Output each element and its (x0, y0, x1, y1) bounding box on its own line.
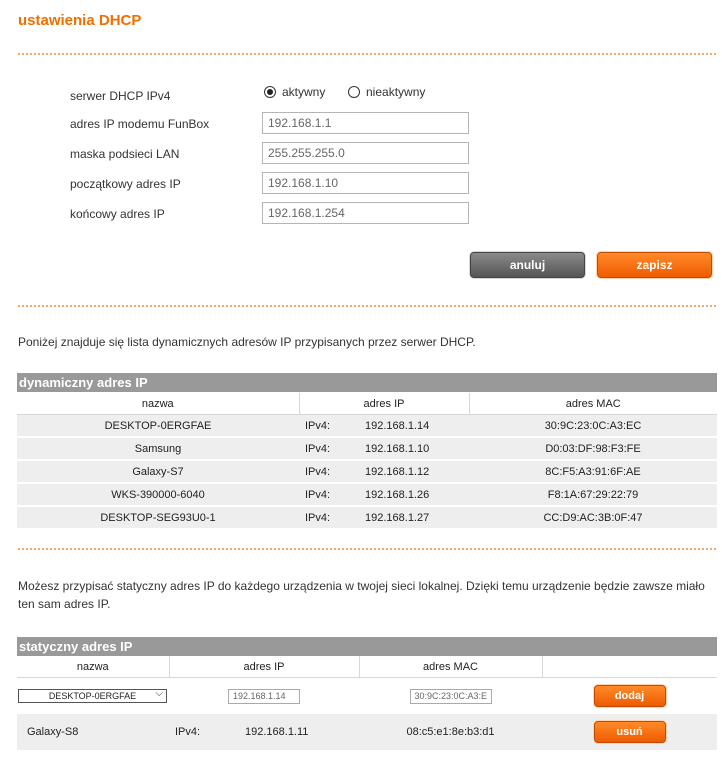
mac-address: 08:c5:e1:8e:b3:d1 (359, 714, 542, 751)
end-ip-input[interactable] (262, 202, 469, 224)
static-intro-text: Możesz przypisać statyczny adres IP do każdego urządzenia w twojej sieci lokalnej. Dzięki temu urządzenie będzie zawsze miało ten sam adres IP. (18, 579, 705, 611)
device-select[interactable] (18, 689, 167, 703)
ip-cell (299, 437, 469, 460)
mac-address: 8C:F5:A3:91:6F:AE (469, 460, 717, 483)
device-select-cell (17, 678, 169, 715)
mac-address: CC:D9:AC:3B:0F:47 (469, 506, 717, 529)
static-mac-cell (359, 678, 542, 715)
table-row (17, 437, 717, 460)
dynamic-intro-text: Poniżej znajduje się lista dynamicznych adresów IP przypisanych przez serwer DHCP. (18, 335, 476, 349)
column-header-ip: adres IP (299, 393, 469, 415)
device-name: DESKTOP-0ERGFAE (17, 415, 299, 438)
radio-inactive[interactable] (348, 86, 360, 98)
cancel-button[interactable]: anuluj (470, 252, 585, 278)
static-ip-cell (169, 678, 359, 715)
radio-inactive-label: nieaktywny (366, 85, 426, 99)
radio-active[interactable] (264, 86, 276, 98)
dhcp-server-label: serwer DHCP IPv4 (70, 89, 171, 103)
table-row (17, 714, 717, 751)
ip-protocol: IPv4: (175, 726, 201, 738)
column-header-name: nazwa (17, 393, 299, 415)
dynamic-ip-table (17, 393, 717, 530)
ip-protocol: IPv4: (305, 511, 331, 524)
device-name: DESKTOP-SEG93U0-1 (17, 506, 299, 529)
modem-ip-label: adres IP modemu FunBox (70, 117, 210, 131)
device-name: Samsung (17, 437, 299, 460)
modem-ip-input[interactable] (262, 112, 469, 134)
table-row (17, 460, 717, 483)
device-name: Galaxy-S8 (17, 714, 169, 751)
add-button[interactable]: dodaj (594, 685, 666, 707)
start-ip-input[interactable] (262, 172, 469, 194)
column-header-mac: adres MAC (359, 656, 542, 678)
divider (18, 548, 716, 550)
column-header-mac: adres MAC (469, 393, 717, 415)
ip-address: 192.168.1.11 (245, 726, 309, 738)
column-header-action (542, 656, 717, 678)
ip-protocol: IPv4: (305, 488, 331, 501)
end-ip-label: końcowy adres IP (70, 207, 165, 221)
divider (18, 305, 716, 307)
page-title: ustawienia DHCP (18, 12, 142, 29)
ip-cell (299, 460, 469, 483)
static-mac-input[interactable] (410, 689, 492, 704)
device-name: Galaxy-S7 (17, 460, 299, 483)
save-button[interactable]: zapisz (597, 252, 712, 278)
remove-button[interactable]: usuń (594, 721, 666, 743)
table-row (17, 506, 717, 529)
start-ip-label: początkowy adres IP (70, 177, 181, 191)
ip-protocol: IPv4: (305, 419, 331, 432)
static-ip-table (17, 656, 717, 752)
subnet-mask-label: maska podsieci LAN (70, 147, 180, 161)
ip-cell (169, 714, 359, 751)
remove-cell (542, 714, 717, 751)
column-header-name: nazwa (17, 656, 169, 678)
static-section-heading: statyczny adres IP (17, 637, 717, 656)
ip-cell (299, 483, 469, 506)
subnet-mask-input[interactable] (262, 142, 469, 164)
ip-protocol: IPv4: (305, 465, 331, 478)
device-name: WKS-390000-6040 (17, 483, 299, 506)
ip-address: 192.168.1.27 (365, 511, 430, 524)
ip-protocol: IPv4: (305, 442, 331, 455)
column-header-ip: adres IP (169, 656, 359, 678)
mac-address: D0:03:DF:98:F3:FE (469, 437, 717, 460)
ip-cell (299, 415, 469, 438)
radio-inactive-option[interactable] (348, 85, 425, 99)
static-ip-input[interactable] (228, 689, 300, 704)
radio-selected-dot (267, 89, 273, 95)
ip-cell (299, 506, 469, 529)
table-header-row (17, 656, 717, 678)
ip-address: 192.168.1.10 (365, 442, 430, 455)
radio-active-option[interactable] (264, 85, 325, 99)
add-cell (542, 678, 717, 715)
ip-address: 192.168.1.14 (365, 419, 430, 432)
chevron-down-icon: ⌵ (155, 688, 163, 699)
table-header-row (17, 393, 717, 415)
mac-address: F8:1A:67:29:22:79 (469, 483, 717, 506)
dynamic-section-heading: dynamiczny adres IP (17, 373, 717, 392)
new-static-entry-row (17, 678, 717, 715)
table-row (17, 483, 717, 506)
device-select-value: DESKTOP-0ERGFAE (48, 691, 137, 701)
table-row (17, 415, 717, 438)
radio-active-label: aktywny (282, 85, 326, 99)
mac-address: 30:9C:23:0C:A3:EC (469, 415, 717, 438)
ip-address: 192.168.1.26 (365, 488, 430, 501)
divider (18, 53, 716, 55)
ip-address: 192.168.1.12 (365, 465, 430, 478)
